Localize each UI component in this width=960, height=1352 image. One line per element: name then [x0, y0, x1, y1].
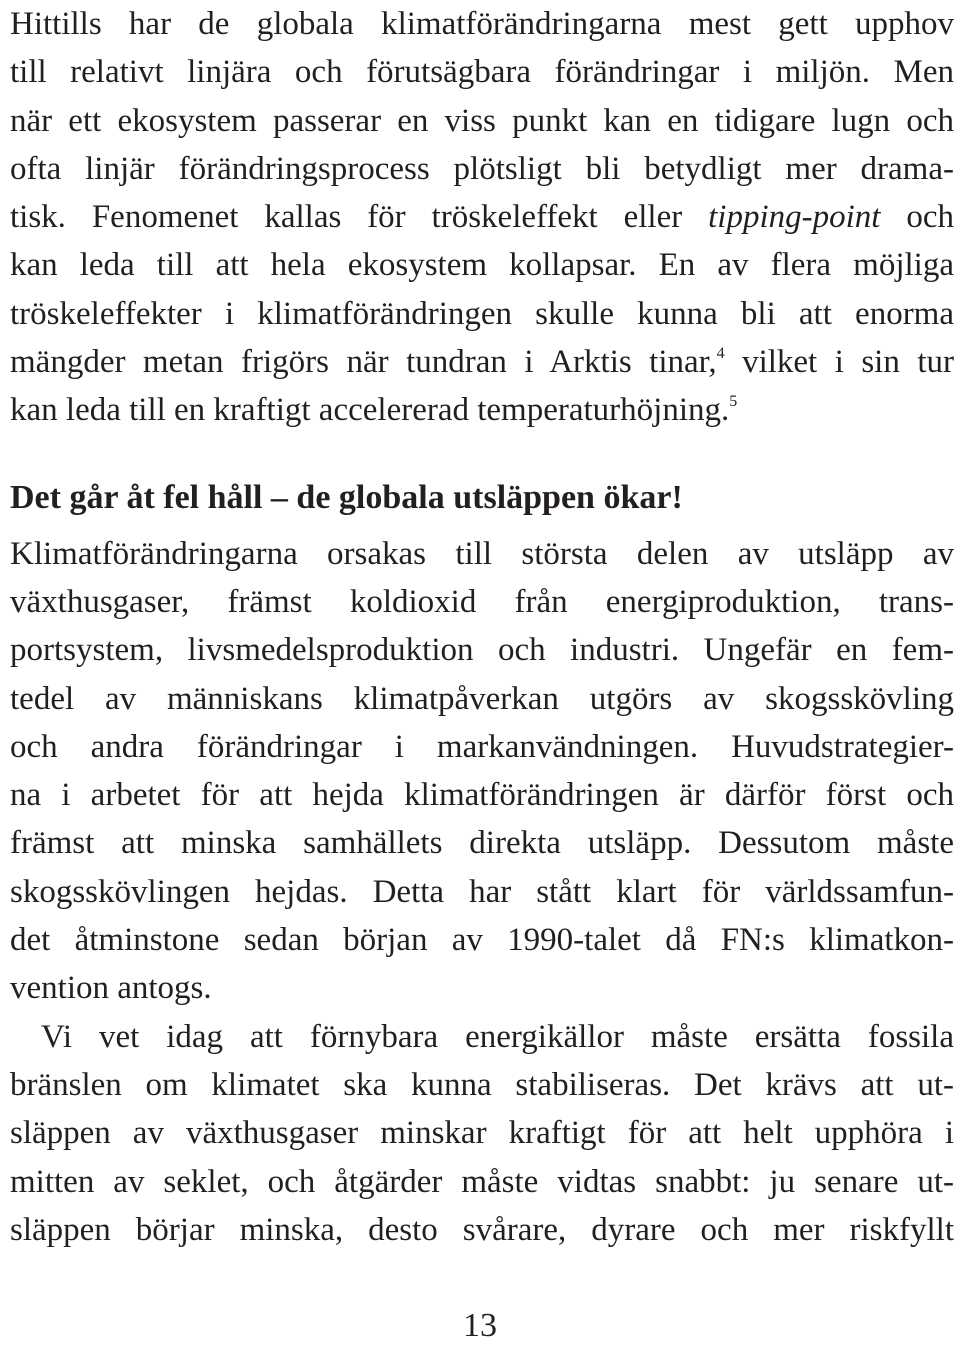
- text-line: ofta linjär förändringsprocess plötsligt bli betydligt mer drama-: [10, 150, 954, 187]
- text-line: na i arbetet för att hejda klimatförändringen är därför först och: [10, 777, 954, 814]
- italic-term: tipping-point: [708, 199, 881, 236]
- text-line: Vi vet idag att förnybara energikällor måste ersätta fossila: [41, 1018, 954, 1055]
- text-line: [10, 193, 954, 241]
- text-run: tisk. Fenomenet kallas för tröskeleffekt eller: [10, 199, 709, 236]
- text-line: mitten av seklet, och åtgärder måste vidtas snabbt: ju senare ut-: [10, 1163, 954, 1200]
- text-line: bränslen om klimatet ska kunna stabiliseras. Det krävs att ut-: [10, 1066, 954, 1103]
- text-line: det åtminstone sedan början av 1990-talet då FN:s klimatkon-: [10, 922, 954, 959]
- text-line: och andra förändringar i markanvändningen. Huvudstrategier-: [10, 728, 954, 765]
- text-line: portsystem, livsmedelsproduktion och industri. Ungefär en fem-: [10, 632, 954, 669]
- text-line: när ett ekosystem passerar en viss punkt kan en tidigare lugn och: [10, 102, 954, 139]
- paragraph-1: [10, 0, 954, 435]
- footnote-marker[interactable]: 5: [729, 393, 738, 411]
- paragraph-2: [10, 530, 954, 1013]
- text-line: vention antogs.: [10, 970, 212, 1007]
- page-body: [10, 0, 954, 1254]
- text-line: främst att minska samhällets direkta utsläpp. Dessutom måste: [10, 825, 954, 862]
- text-line: släppen börjar minska, desto svårare, dyrare och mer riskfyllt: [10, 1211, 954, 1248]
- page-number: 13: [463, 1307, 497, 1344]
- text-line: skogsskövlingen hejdas. Detta har stått klart för världssamfun-: [10, 873, 954, 910]
- text-run: mängder metan frigörs när tundran i Arktis tinar,: [10, 344, 717, 381]
- text-run: kan leda till en kraftigt accelererad temperaturhöjning.: [10, 392, 730, 429]
- text-line: tedel av människans klimatpåverkan utgörs av skogsskövling: [10, 680, 954, 717]
- text-line: släppen av växthusgaser minskar kraftigt för att helt upphöra i: [10, 1115, 954, 1152]
- text-line: tröskeleffekter i klimatförändringen skulle kunna bli att enorma: [10, 295, 954, 332]
- section-heading: Det går åt fel håll – de globala utsläppen ökar!: [10, 478, 683, 516]
- text-run: och: [880, 199, 954, 236]
- text-line: Klimatförändringarna orsakas till största delen av utsläpp av: [10, 535, 954, 572]
- text-line: växthusgaser, främst koldioxid från energiproduktion, trans-: [10, 583, 954, 620]
- text-run: vilket i sin tur: [724, 344, 954, 381]
- text-line: [10, 386, 954, 434]
- text-line: Hittills har de globala klimatförändringarna mest gett upphov: [10, 6, 954, 42]
- text-line: kan leda till att hela ekosystem kollapsar. En av flera möjliga: [10, 247, 954, 284]
- paragraph-3: [10, 1013, 954, 1254]
- text-line: till relativt linjära och förutsägbara förändringar i miljön. Men: [10, 54, 954, 91]
- footnote-marker[interactable]: 4: [716, 345, 725, 363]
- text-line: [10, 338, 954, 386]
